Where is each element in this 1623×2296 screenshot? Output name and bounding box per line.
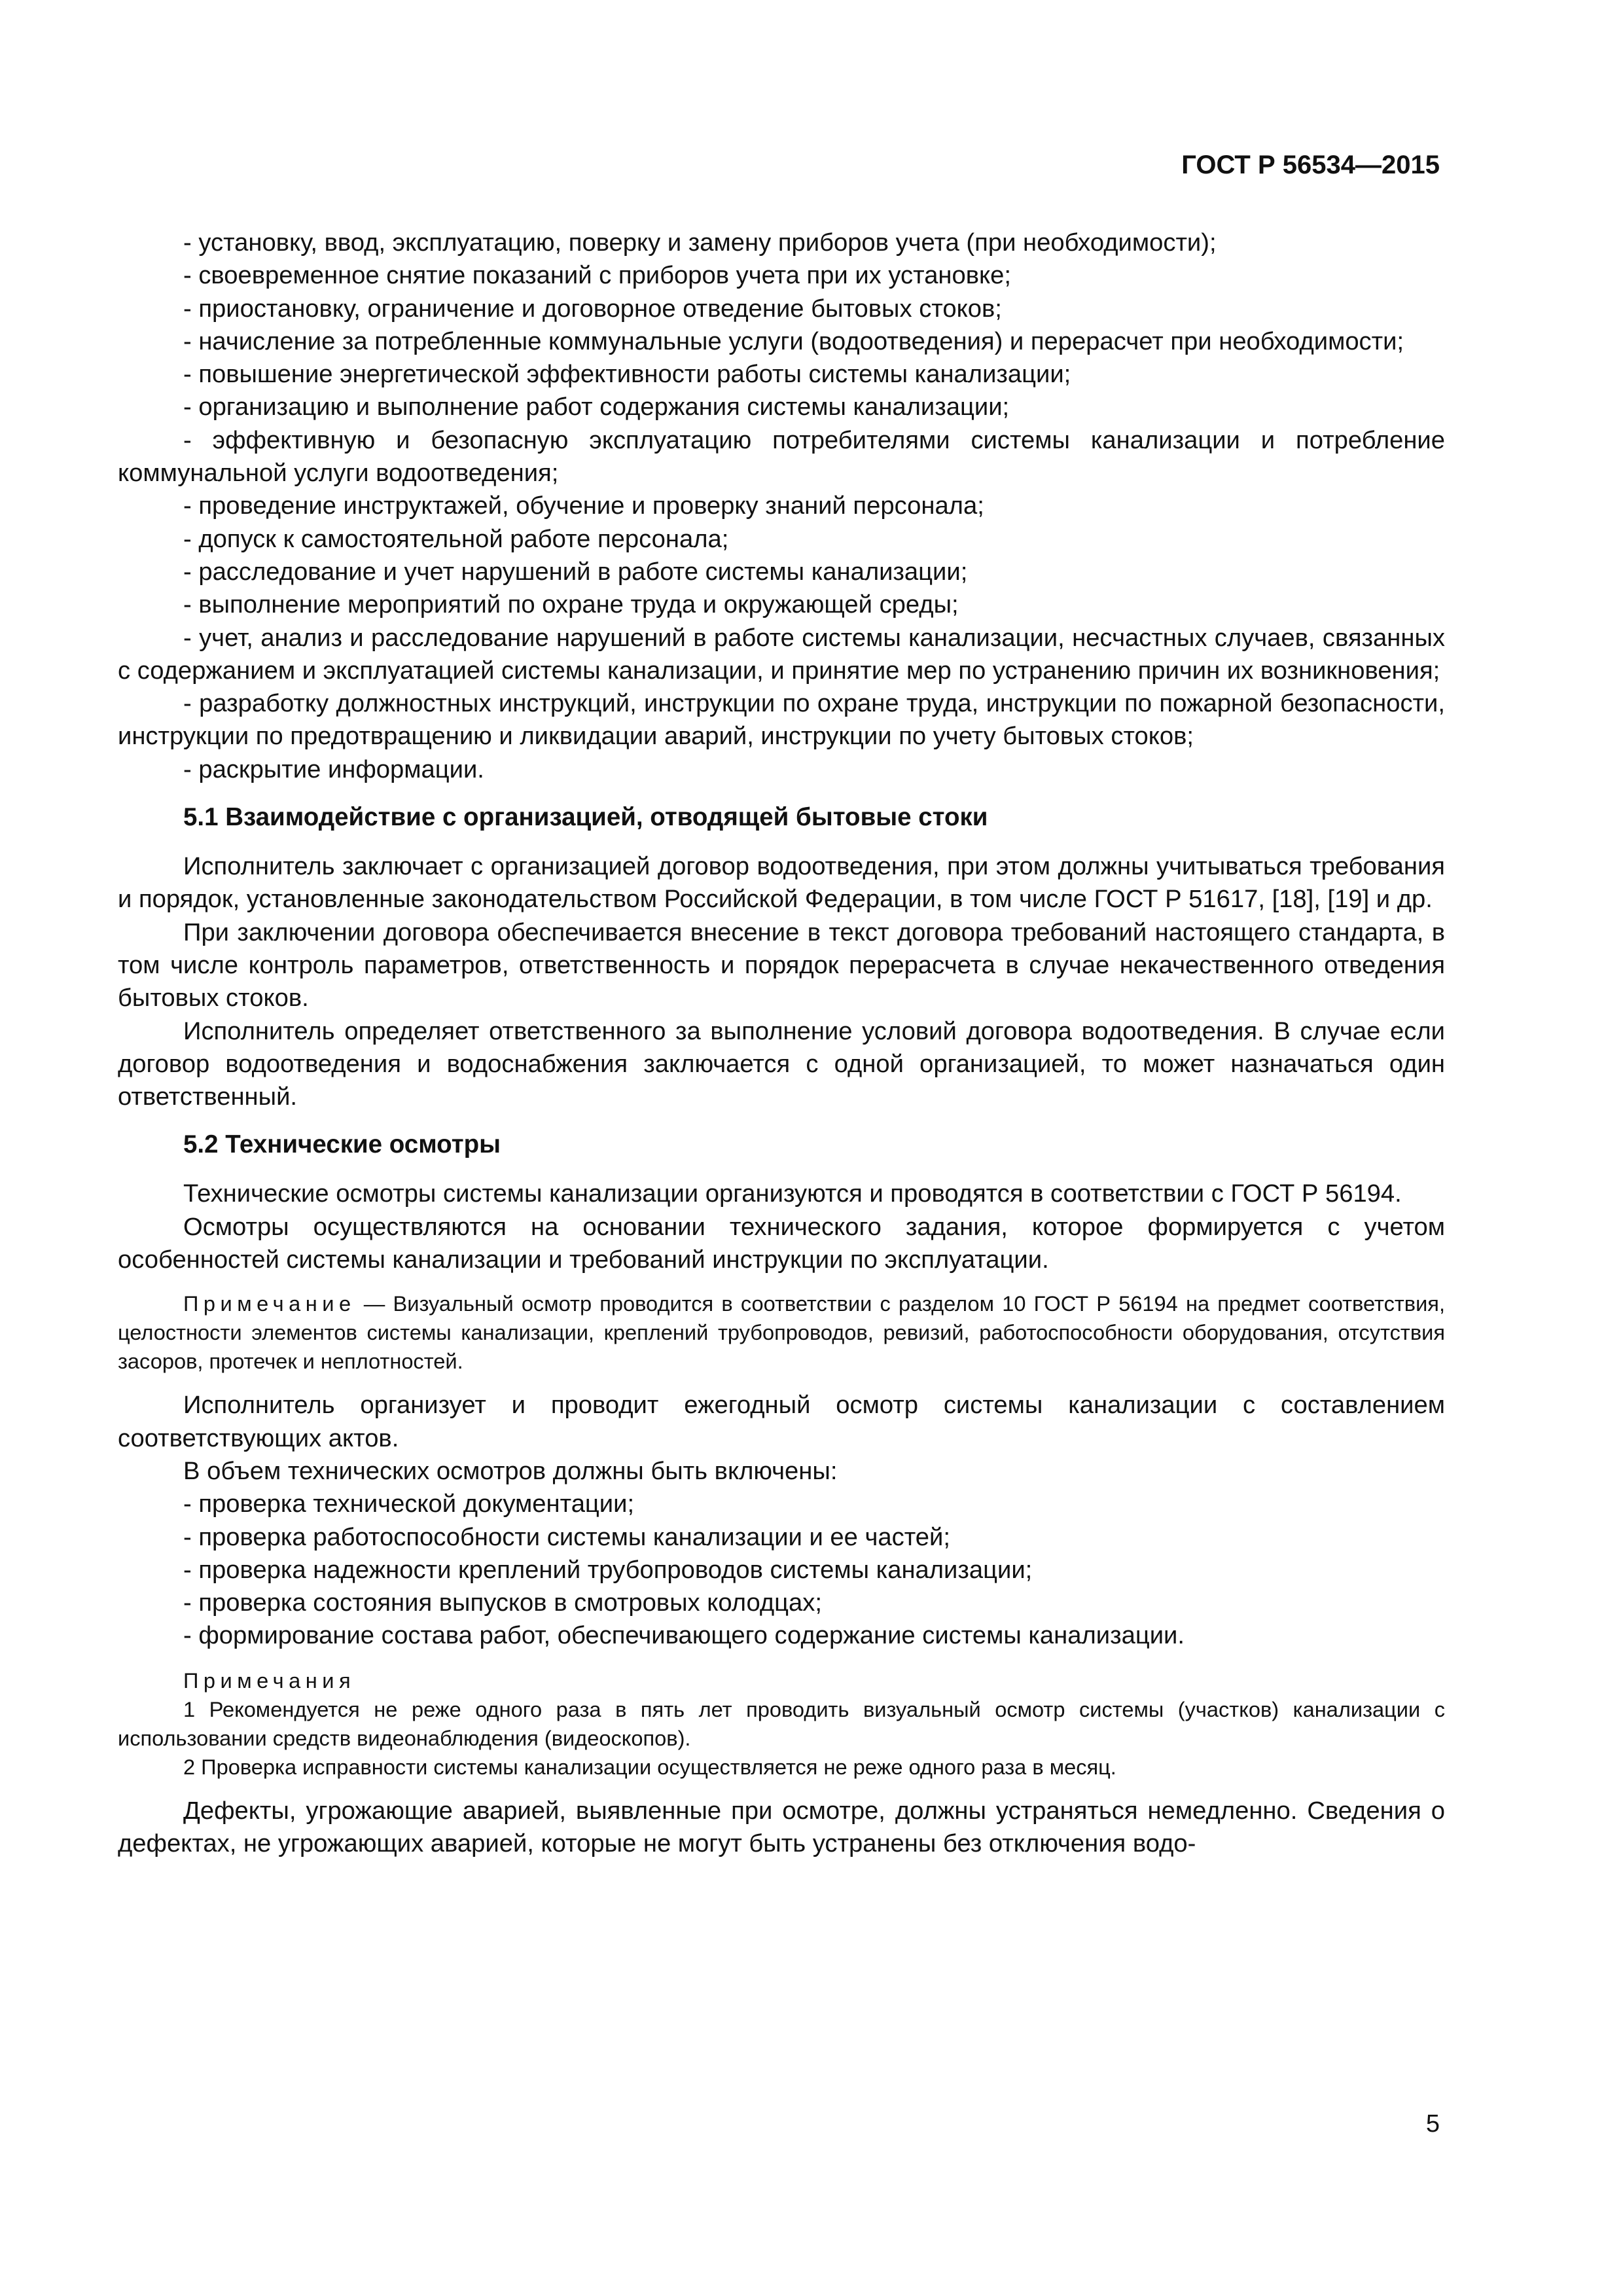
list-item: - проверка технической документации; <box>183 1490 635 1518</box>
section-5-1-heading: 5.1 Взаимодействие с организацией, отводящей бытовые стоки <box>183 803 988 832</box>
list-item: - проверка надежности креплений трубопроводов системы канализации; <box>183 1555 1033 1584</box>
list-item: - расследование и учет нарушений в работе системы канализации; <box>183 557 968 586</box>
list-item: - начисление за потребленные коммунальные услуги (водоотведения) и перерасчет при необходимости; <box>183 327 1404 355</box>
paragraph: Дефекты, угрожающие аварией, выявленные при осмотре, должны устраняться немедленно. Сведения о дефектах, не угрожающих аварией, которые не могут быть устранены без отключения водо- <box>118 1796 1445 1857</box>
list-item: - проверка состояния выпусков в смотровых колодцах; <box>183 1588 822 1617</box>
section-5-2-heading: 5.2 Технические осмотры <box>183 1130 501 1159</box>
note <box>118 1289 1445 1376</box>
paragraph: Осмотры осуществляются на основании технического задания, которое формируется с учетом особенностей системы канализации и требований инструкции по эксплуатации. <box>118 1212 1445 1274</box>
intro-list <box>118 226 1445 786</box>
list-item: - разработку должностных инструкций, инструкции по охране труда, инструкции по пожарной безопасности, инструкции по предотвращению и ликвидации аварий, инструкции по учету бытовых стоков; <box>118 689 1445 751</box>
notes-title: Примечания <box>183 1668 356 1693</box>
paragraph: Исполнитель заключает с организацией договор водоотведения, при этом должны учитываться требования и порядок, установленные законодательством Российской Федерации, в том числе ГОСТ Р 51617, [18], [19] и др. <box>118 852 1445 914</box>
list-item: - эффективную и безопасную эксплуатацию потребителями системы канализации и потребление коммунальной услуги водоотведения; <box>118 425 1445 488</box>
paragraph: Исполнитель организует и проводит ежегодный осмотр системы канализации с составлением соответствующих актов. <box>118 1391 1445 1452</box>
list-item: - проверка работоспособности системы канализации и ее частей; <box>183 1522 950 1551</box>
list-item: - формирование состава работ, обеспечивающего содержание системы канализации. <box>183 1621 1185 1650</box>
notes-block <box>118 1666 1445 1782</box>
list-item: - организацию и выполнение работ содержания системы канализации; <box>183 393 1010 422</box>
list-item: - установку, ввод, эксплуатацию, поверку и замену приборов учета (при необходимости); <box>183 228 1217 257</box>
list-item: - раскрытие информации. <box>183 755 484 783</box>
list-item: - повышение энергетической эффективности работы системы канализации; <box>183 360 1071 389</box>
paragraph: В объем технических осмотров должны быть включены: <box>183 1456 838 1485</box>
page-number: 5 <box>1425 2110 1440 2138</box>
paragraph: При заключении договора обеспечивается внесение в текст договора требований настоящего стандарта, в том числе контроль параметров, ответственность и порядок перерасчета в случае некачественного отведения бытовых стоков. <box>118 918 1445 1013</box>
list-item: - допуск к самостоятельной работе персонала; <box>183 524 729 553</box>
list-item: - своевременное снятие показаний с приборов учета при их установке; <box>183 261 1012 290</box>
note-item: 2 Проверка исправности системы канализации осуществляется не реже одного раза в месяц. <box>183 1754 1116 1779</box>
note-item: 1 Рекомендуется не реже одного раза в пять лет проводить визуальный осмотр системы (участков) канализации с использовании средств видеонаблюдения (видеоскопов). <box>118 1696 1445 1750</box>
note-text: — Визуальный осмотр проводится в соответствии с разделом 10 ГОСТ Р 56194 на предмет соответствия, целостности элементов системы канализации, креплений трубопроводов, ревизий, работоспособности оборудования, отсутствия засоров, протечек и неплотностей. <box>118 1291 1445 1374</box>
inspection-list <box>118 1488 1445 1652</box>
paragraph: Технические осмотры системы канализации организуются и проводятся в соответствии с ГОСТ Р 56194. <box>183 1179 1402 1208</box>
list-item: - приостановку, ограничение и договорное отведение бытовых стоков; <box>183 294 1002 323</box>
list-item: - учет, анализ и расследование нарушений в работе системы канализации, несчастных случаев, связанных с содержанием и эксплуатацией системы канализации, и принятие мер по устранению причин их возникновения; <box>118 623 1445 685</box>
document-code: ГОСТ Р 56534—2015 <box>1181 151 1440 179</box>
page-body <box>118 226 1445 1860</box>
paragraph: Исполнитель определяет ответственного за выполнение условий договора водоотведения. В случае если договор водоотведения и водоснабжения заключается с одной организацией, то может назначаться один ответственный. <box>118 1016 1445 1111</box>
list-item: - проведение инструктажей, обучение и проверку знаний персонала; <box>183 492 984 520</box>
note-label: Примечание <box>183 1291 356 1316</box>
list-item: - выполнение мероприятий по охране труда и окружающей среды; <box>183 590 959 619</box>
